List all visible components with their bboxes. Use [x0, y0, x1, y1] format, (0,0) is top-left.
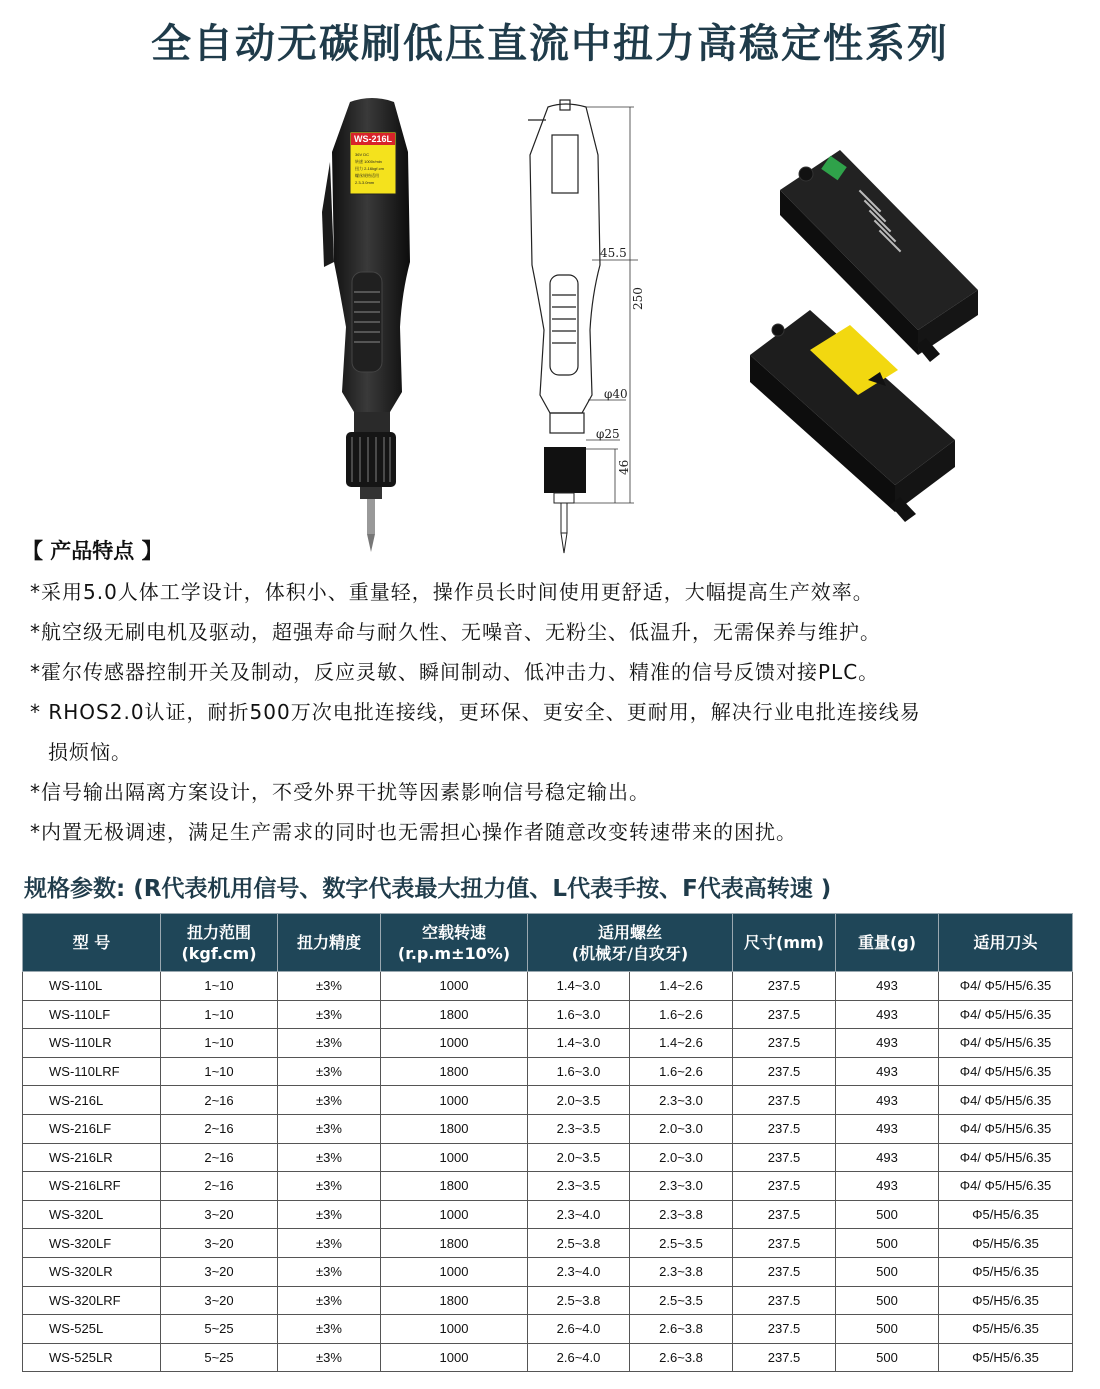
- cell-speed: 1800: [381, 1114, 528, 1143]
- cell-size: 237.5: [733, 1143, 836, 1172]
- cell-speed: 1000: [381, 1143, 528, 1172]
- cell-bit: Φ5/H5/6.35: [939, 1315, 1073, 1344]
- table-row: [23, 1315, 1073, 1344]
- cell-model: WS-216LR: [23, 1143, 161, 1172]
- cell-bit: Φ5/H5/6.35: [939, 1257, 1073, 1286]
- table-row: [23, 972, 1073, 1001]
- cell-model: WS-525L: [23, 1315, 161, 1344]
- cell-precision: ±3%: [278, 1086, 381, 1115]
- table-header-row: [23, 914, 1073, 972]
- cell-size: 237.5: [733, 1315, 836, 1344]
- cell-screw-machine: 2.3~4.0: [528, 1200, 630, 1229]
- cell-screw-self-tapping: 2.0~3.0: [630, 1143, 733, 1172]
- label-model: WS-216L: [353, 134, 393, 144]
- cell-size: 237.5: [733, 972, 836, 1001]
- table-row: [23, 1343, 1073, 1372]
- header-line: 空载转速: [421, 922, 486, 942]
- cell-speed: 1000: [381, 1200, 528, 1229]
- cell-weight: 500: [836, 1286, 939, 1315]
- cell-screw-self-tapping: 1.4~2.6: [630, 1029, 733, 1058]
- cell-screw-self-tapping: 2.3~3.0: [630, 1086, 733, 1115]
- cell-torque-range: 3~20: [161, 1257, 278, 1286]
- cell-weight: 500: [836, 1257, 939, 1286]
- cell-model: WS-110LF: [23, 1000, 161, 1029]
- cell-weight: 500: [836, 1229, 939, 1258]
- cell-bit: Φ4/ Φ5/H5/6.35: [939, 1114, 1073, 1143]
- cell-screw-machine: 1.6~3.0: [528, 1057, 630, 1086]
- cell-torque-range: 2~16: [161, 1086, 278, 1115]
- feature-item: *信号输出隔离方案设计，不受外界干扰等因素影响信号稳定输出。: [30, 780, 650, 804]
- feature-item: 损烦恼。: [48, 740, 132, 764]
- table-row: [23, 1229, 1073, 1258]
- features-list: [30, 572, 1080, 852]
- cell-bit: Φ4/ Φ5/H5/6.35: [939, 1000, 1073, 1029]
- cell-bit: Φ5/H5/6.35: [939, 1200, 1073, 1229]
- cell-screw-machine: 2.3~4.0: [528, 1257, 630, 1286]
- cell-weight: 500: [836, 1343, 939, 1372]
- header-screw: [528, 914, 733, 972]
- cell-size: 237.5: [733, 1200, 836, 1229]
- page-title: 全自动无碳刷低压直流中扭力高稳定性系列: [151, 21, 949, 67]
- cell-precision: ±3%: [278, 1286, 381, 1315]
- cell-speed: 1000: [381, 1315, 528, 1344]
- cell-bit: Φ5/H5/6.35: [939, 1229, 1073, 1258]
- cell-precision: ±3%: [278, 1114, 381, 1143]
- cell-weight: 493: [836, 1114, 939, 1143]
- cell-weight: 493: [836, 1029, 939, 1058]
- header-model: 型 号: [23, 914, 161, 972]
- cell-bit: Φ4/ Φ5/H5/6.35: [939, 1057, 1073, 1086]
- cell-bit: Φ4/ Φ5/H5/6.35: [939, 1143, 1073, 1172]
- cell-bit: Φ4/ Φ5/H5/6.35: [939, 1086, 1073, 1115]
- header-precision: 扭力精度: [278, 914, 381, 972]
- cell-screw-self-tapping: 2.5~3.5: [630, 1229, 733, 1258]
- spec-table: [22, 913, 1073, 1372]
- header-line: (机械牙/自攻牙): [571, 943, 689, 963]
- feature-item: * RHOS2.0认证，耐折500万次电批连接线，更环保、更安全、更耐用，解决行业电批连接线易: [30, 700, 921, 724]
- header-bit: 适用刀头: [939, 914, 1073, 972]
- header-line: (r.p.m±10%): [397, 943, 511, 963]
- cell-size: 237.5: [733, 1000, 836, 1029]
- cell-torque-range: 2~16: [161, 1143, 278, 1172]
- table-row: [23, 1114, 1073, 1143]
- cell-weight: 500: [836, 1200, 939, 1229]
- feature-item: *采用5.0人体工学设计，体积小、重量轻，操作员长时间使用更舒适，大幅提高生产效率。: [30, 580, 874, 604]
- cell-weight: 500: [836, 1315, 939, 1344]
- label-line: 36V DC: [355, 152, 370, 157]
- cell-torque-range: 2~16: [161, 1114, 278, 1143]
- cell-torque-range: 3~20: [161, 1286, 278, 1315]
- header-line: (kgf.cm): [181, 943, 257, 963]
- specs-heading: 规格参数: (R代表机用信号、数字代表最大扭力值、L代表手按、F代表高转速 ): [24, 876, 832, 902]
- cell-weight: 493: [836, 1143, 939, 1172]
- cell-precision: ±3%: [278, 1343, 381, 1372]
- cell-torque-range: 1~10: [161, 1000, 278, 1029]
- cell-precision: ±3%: [278, 1172, 381, 1201]
- table-row: [23, 1057, 1073, 1086]
- cell-precision: ±3%: [278, 972, 381, 1001]
- table-row: [23, 1172, 1073, 1201]
- cell-model: WS-216LRF: [23, 1172, 161, 1201]
- cell-speed: 1000: [381, 1257, 528, 1286]
- cell-weight: 493: [836, 1172, 939, 1201]
- cell-torque-range: 3~20: [161, 1200, 278, 1229]
- cell-speed: 1800: [381, 1057, 528, 1086]
- cell-precision: ±3%: [278, 1000, 381, 1029]
- cell-torque-range: 1~10: [161, 1057, 278, 1086]
- cell-model: WS-320LRF: [23, 1286, 161, 1315]
- cell-speed: 1800: [381, 1286, 528, 1315]
- cell-size: 237.5: [733, 1172, 836, 1201]
- cell-precision: ±3%: [278, 1057, 381, 1086]
- cell-weight: 493: [836, 972, 939, 1001]
- cell-torque-range: 2~16: [161, 1172, 278, 1201]
- table-row: [23, 1143, 1073, 1172]
- cell-speed: 1800: [381, 1000, 528, 1029]
- cell-size: 237.5: [733, 1086, 836, 1115]
- feature-item: *内置无极调速，满足生产需求的同时也无需担心操作者随意改变转速带来的困扰。: [30, 820, 797, 844]
- cell-bit: Φ4/ Φ5/H5/6.35: [939, 1172, 1073, 1201]
- cell-screw-self-tapping: 1.6~2.6: [630, 1057, 733, 1086]
- cell-screw-machine: 1.4~3.0: [528, 1029, 630, 1058]
- cell-screw-machine: 2.3~3.5: [528, 1114, 630, 1143]
- cell-weight: 493: [836, 1057, 939, 1086]
- cell-torque-range: 5~25: [161, 1315, 278, 1344]
- cell-torque-range: 3~20: [161, 1229, 278, 1258]
- cell-bit: Φ5/H5/6.35: [939, 1286, 1073, 1315]
- cell-model: WS-320LR: [23, 1257, 161, 1286]
- cell-size: 237.5: [733, 1029, 836, 1058]
- cell-screw-machine: 2.3~3.5: [528, 1172, 630, 1201]
- dim-46: 46: [617, 459, 631, 475]
- label-line: 扭力 2-16kgf.cm: [355, 166, 384, 171]
- screwdriver-photo: [320, 92, 420, 557]
- label-line: 2.3-3.0mm: [355, 180, 375, 185]
- cell-size: 237.5: [733, 1257, 836, 1286]
- cell-size: 237.5: [733, 1057, 836, 1086]
- label-line: 转速 1000r/min: [355, 159, 382, 164]
- cell-precision: ±3%: [278, 1229, 381, 1258]
- cell-precision: ±3%: [278, 1257, 381, 1286]
- cell-model: WS-110LRF: [23, 1057, 161, 1086]
- features-heading: 【 产品特点 】: [22, 539, 163, 563]
- cell-model: WS-110L: [23, 972, 161, 1001]
- cell-speed: 1800: [381, 1172, 528, 1201]
- cell-weight: 493: [836, 1000, 939, 1029]
- cell-screw-machine: 1.6~3.0: [528, 1000, 630, 1029]
- cell-screw-self-tapping: 1.4~2.6: [630, 972, 733, 1001]
- feature-item: *霍尔传感器控制开关及制动，反应灵敏、瞬间制动、低冲击力、精准的信号反馈对接PLC。: [30, 660, 880, 684]
- dim-d25: φ25: [596, 427, 620, 441]
- table-row: [23, 1029, 1073, 1058]
- dimension-drawing: [520, 95, 660, 560]
- cell-precision: ±3%: [278, 1200, 381, 1229]
- cell-precision: ±3%: [278, 1315, 381, 1344]
- cell-screw-self-tapping: 2.3~3.8: [630, 1200, 733, 1229]
- cell-model: WS-110LR: [23, 1029, 161, 1058]
- table-row: [23, 1086, 1073, 1115]
- cell-torque-range: 1~10: [161, 1029, 278, 1058]
- cell-speed: 1000: [381, 1086, 528, 1115]
- table-row: [23, 1000, 1073, 1029]
- dim-45-5: 45.5: [600, 246, 627, 260]
- table-row: [23, 1257, 1073, 1286]
- dim-250: 250: [631, 287, 645, 310]
- controller-photo: [740, 140, 990, 525]
- table-row: [23, 1286, 1073, 1315]
- cell-bit: Φ5/H5/6.35: [939, 1343, 1073, 1372]
- cell-screw-self-tapping: 2.5~3.5: [630, 1286, 733, 1315]
- cell-screw-machine: 2.6~4.0: [528, 1315, 630, 1344]
- cell-precision: ±3%: [278, 1143, 381, 1172]
- cell-screw-self-tapping: 2.0~3.0: [630, 1114, 733, 1143]
- cell-model: WS-525LR: [23, 1343, 161, 1372]
- label-line: 螺丝规格适用: [355, 173, 379, 178]
- cell-screw-machine: 1.4~3.0: [528, 972, 630, 1001]
- cell-size: 237.5: [733, 1343, 836, 1372]
- cell-speed: 1000: [381, 1343, 528, 1372]
- cell-model: WS-320L: [23, 1200, 161, 1229]
- cell-size: 237.5: [733, 1114, 836, 1143]
- cell-speed: 1000: [381, 1029, 528, 1058]
- cell-screw-machine: 2.0~3.5: [528, 1143, 630, 1172]
- cell-screw-self-tapping: 2.3~3.0: [630, 1172, 733, 1201]
- header-speed: [381, 914, 528, 972]
- cell-screw-self-tapping: 2.3~3.8: [630, 1257, 733, 1286]
- table-row: [23, 1200, 1073, 1229]
- cell-torque-range: 1~10: [161, 972, 278, 1001]
- header-size: 尺寸(mm): [733, 914, 836, 972]
- cell-bit: Φ4/ Φ5/H5/6.35: [939, 1029, 1073, 1058]
- cell-model: WS-216LF: [23, 1114, 161, 1143]
- cell-bit: Φ4/ Φ5/H5/6.35: [939, 972, 1073, 1001]
- header-torque-range: [161, 914, 278, 972]
- cell-size: 237.5: [733, 1229, 836, 1258]
- cell-torque-range: 5~25: [161, 1343, 278, 1372]
- cell-screw-machine: 2.6~4.0: [528, 1343, 630, 1372]
- feature-item: *航空级无刷电机及驱动，超强寿命与耐久性、无噪音、无粉尘、低温升，无需保养与维护。: [30, 620, 881, 644]
- cell-precision: ±3%: [278, 1029, 381, 1058]
- cell-model: WS-216L: [23, 1086, 161, 1115]
- header-weight: 重量(g): [836, 914, 939, 972]
- header-line: 扭力范围: [186, 922, 251, 942]
- cell-speed: 1800: [381, 1229, 528, 1258]
- cell-screw-self-tapping: 1.6~2.6: [630, 1000, 733, 1029]
- cell-size: 237.5: [733, 1286, 836, 1315]
- cell-screw-machine: 2.5~3.8: [528, 1286, 630, 1315]
- dim-d40: φ40: [604, 387, 628, 401]
- cell-screw-self-tapping: 2.6~3.8: [630, 1343, 733, 1372]
- cell-model: WS-320LF: [23, 1229, 161, 1258]
- cell-weight: 493: [836, 1086, 939, 1115]
- table-body: [23, 972, 1073, 1372]
- cell-screw-machine: 2.5~3.8: [528, 1229, 630, 1258]
- cell-screw-machine: 2.0~3.5: [528, 1086, 630, 1115]
- cell-speed: 1000: [381, 972, 528, 1001]
- cell-screw-self-tapping: 2.6~3.8: [630, 1315, 733, 1344]
- header-line: 适用螺丝: [598, 922, 663, 942]
